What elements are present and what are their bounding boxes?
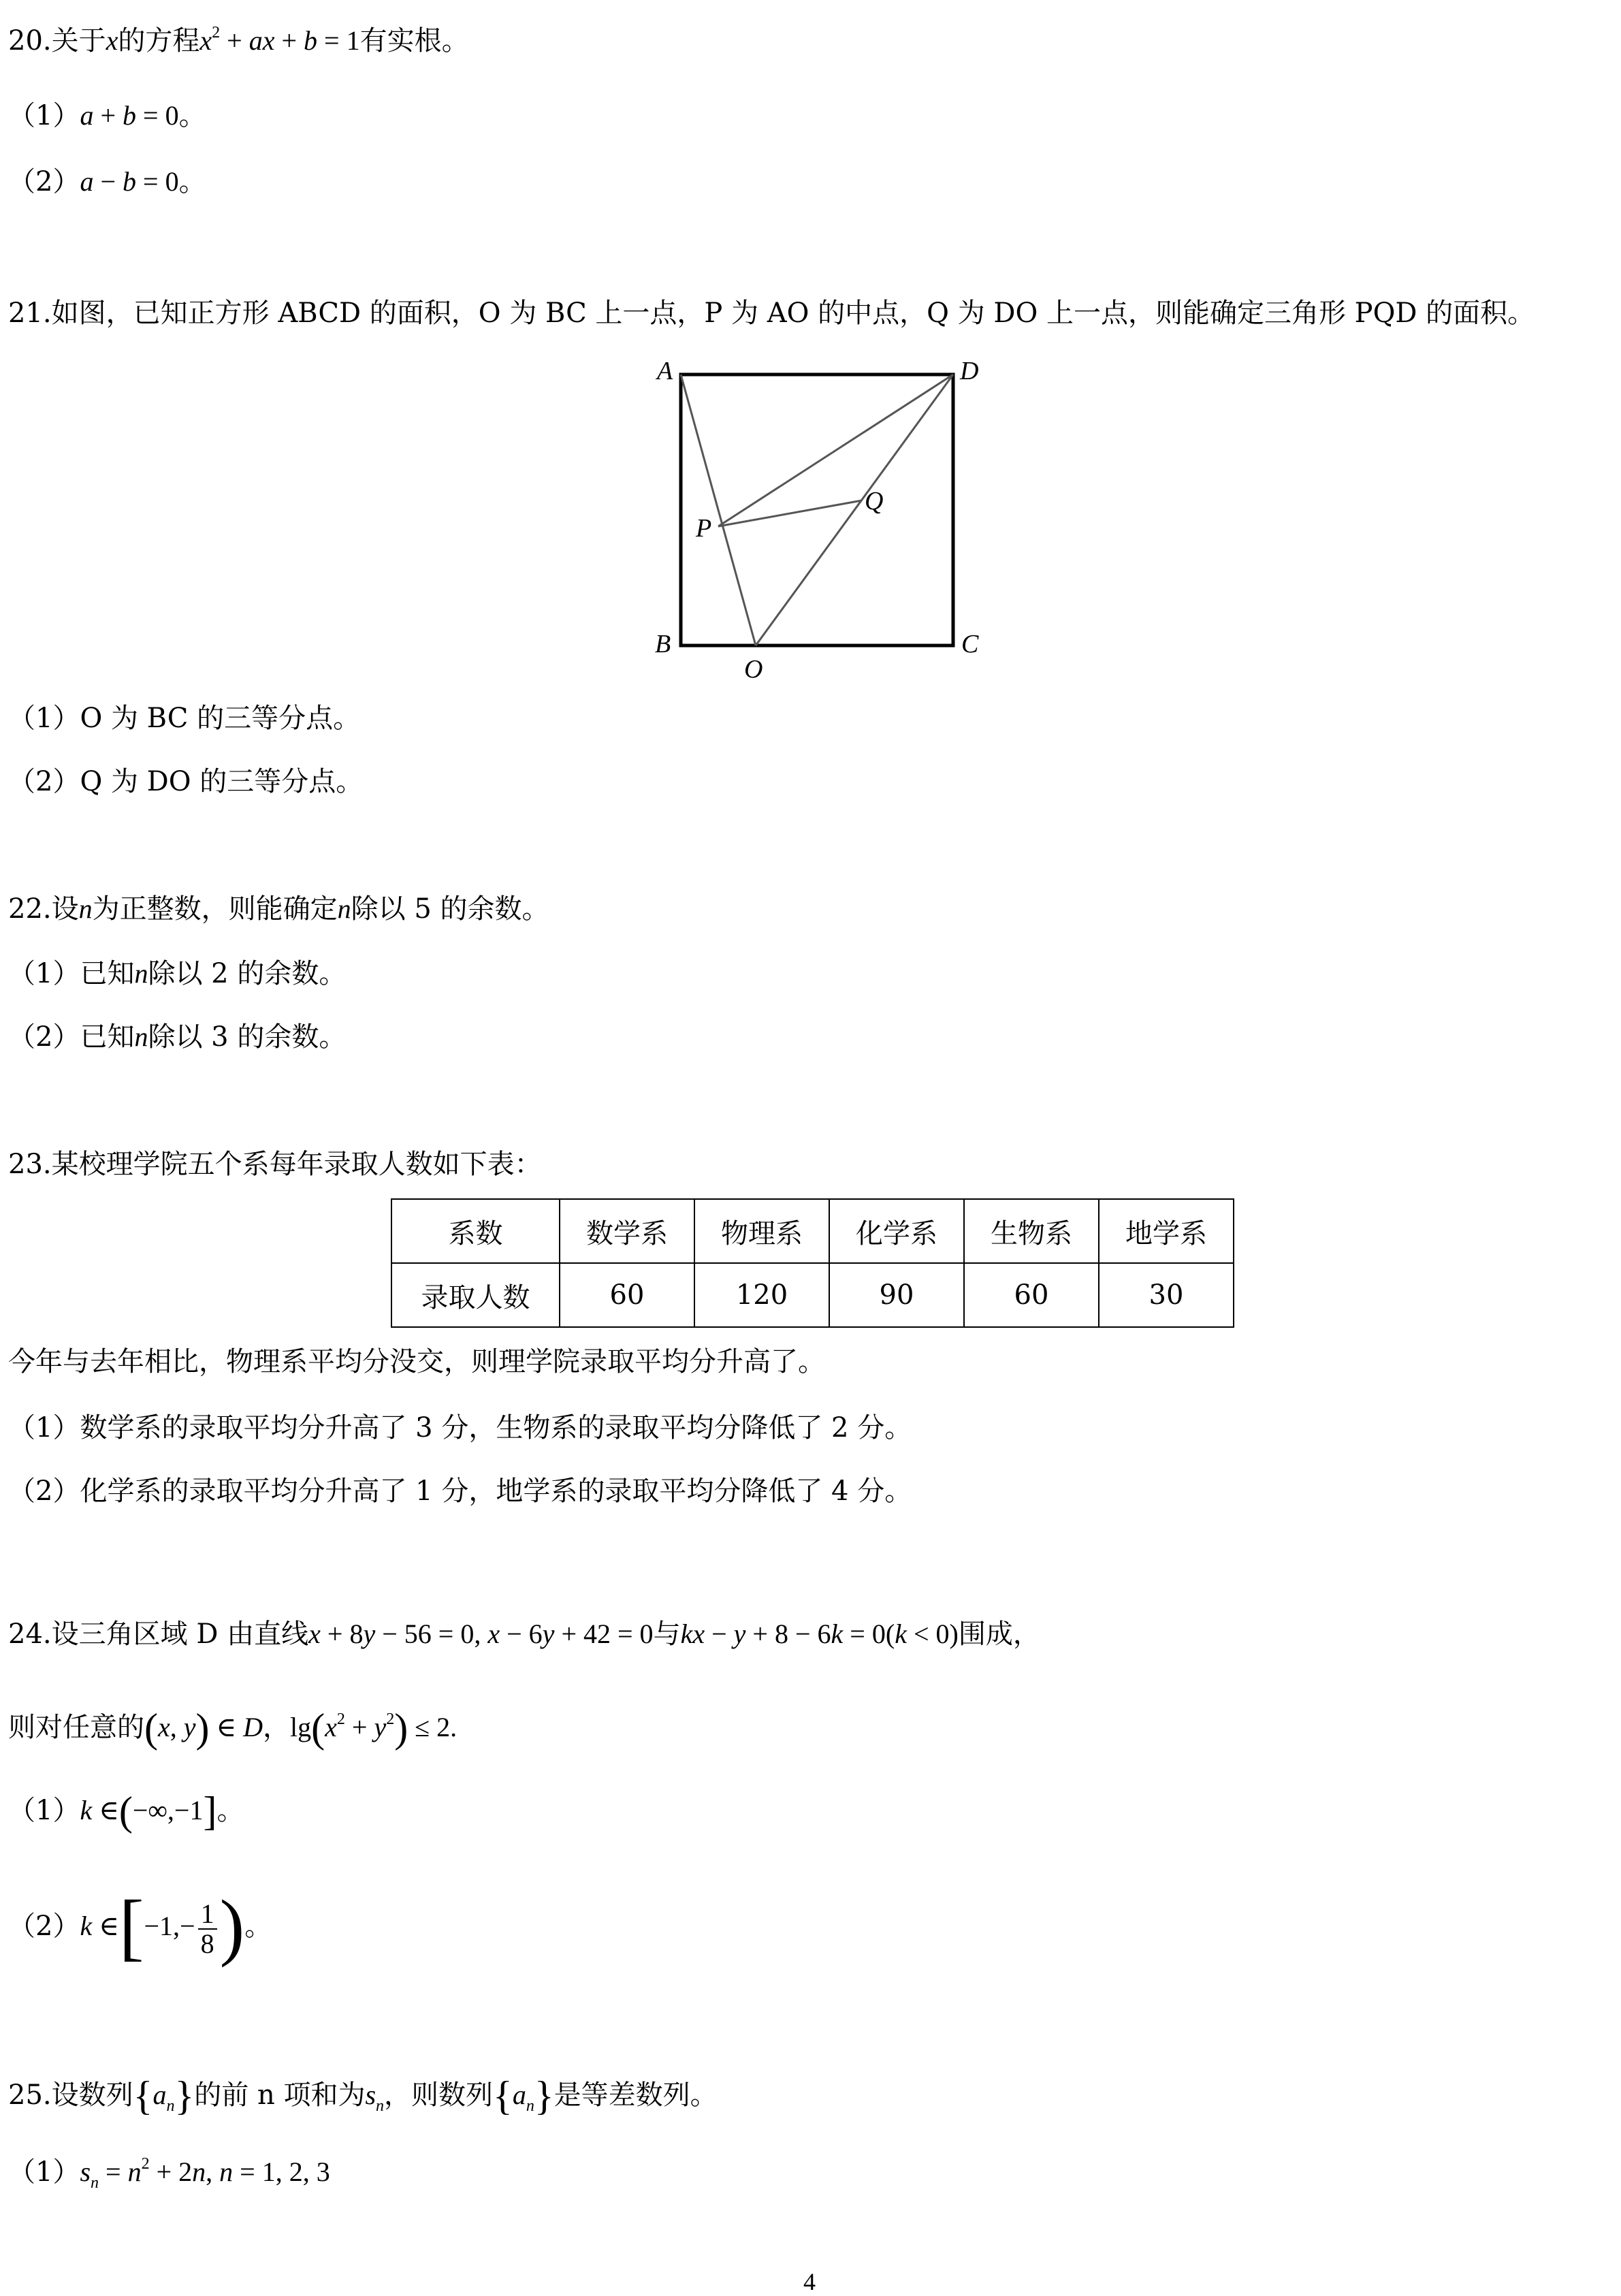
q25-c1-label: （1） — [8, 2156, 80, 2188]
q24-frac-denominator: 8 — [200, 1928, 214, 1959]
q22-stem-mid: 为正整数，则能确定 — [92, 893, 338, 925]
label-q: Q — [865, 487, 884, 515]
q21-condition-1: （1）O 为 BC 的三等分点。 — [8, 703, 361, 734]
q24-c2-label: （2） — [8, 1911, 80, 1943]
label-p: P — [696, 514, 712, 543]
q23-condition-2: （2）化学系的录取平均分升高了 1 分，地学系的录取平均分降低了 4 分。 — [8, 1476, 912, 1507]
table-row — [391, 1263, 1234, 1327]
q24-c2-formula: k ∈[−1,− $\frac{1}{8}$ ) — [80, 1885, 245, 1968]
table-header-cell: 系数 — [391, 1199, 560, 1263]
q24-domain-formula: (x, y) ∈ D — [144, 1706, 263, 1751]
square-geometry-figure — [633, 344, 1001, 684]
q25-seq-an: $\{a_n\}$ — [133, 2073, 195, 2118]
q22-condition-1 — [8, 960, 346, 987]
table-cell: 录取人数 — [391, 1263, 560, 1327]
q23-condition-1: （1）数学系的录取平均分升高了 3 分，生物系的录取平均分降低了 2 分。 — [8, 1412, 912, 1444]
table-header-row — [391, 1199, 1234, 1263]
q22-var-n-2: n — [337, 893, 351, 924]
q24-stem — [8, 1621, 1040, 1648]
label-c: C — [961, 630, 979, 658]
table-header-cell: 数学系 — [560, 1199, 694, 1263]
table-header-cell: 物理系 — [694, 1199, 829, 1263]
q20-stem-mid: 的方程 — [118, 25, 200, 57]
label-b: B — [655, 630, 671, 658]
label-d: D — [960, 357, 979, 385]
q22-c2-var-n: n — [134, 1021, 148, 1052]
q20-equation: $x^2$ + ax + b = 1 — [199, 24, 360, 56]
square-abcd — [681, 374, 953, 645]
table-cell: 30 — [1099, 1263, 1234, 1327]
q23-conclusion: 今年与去年相比，物理系平均分没交，则理学院录取平均分升高了。 — [8, 1346, 825, 1377]
q24-frac-numerator: 1 — [198, 1900, 217, 1930]
q22-var-n: n — [78, 893, 93, 924]
q25-sn: $s_n$ — [365, 2079, 385, 2115]
q24-condition-statement: 则对任意的(x, y) ∈ D，$\lg(x^2 + y^2) \le 2$. — [8, 1706, 458, 1751]
q25-stem-mid2: ，则数列 — [384, 2079, 494, 2111]
table-header-cell: 化学系 — [829, 1199, 964, 1263]
q25-stem-prefix: 25.设数列 — [8, 2079, 133, 2111]
q25-stem — [8, 2075, 718, 2116]
q24-lines-formula: x + 8y − 56 = 0, x − 6y + 42 = 0 — [308, 1619, 654, 1649]
q22-c2-suffix: 除以 3 的余数。 — [148, 1021, 347, 1053]
table-cell: 60 — [964, 1263, 1099, 1327]
segment-do — [756, 374, 953, 645]
q25-c1-formula: $s_n = n^2 + 2n$, n = 1, 2, 3 — [80, 2155, 330, 2192]
q20-c1-formula: a + b = 0 — [80, 100, 179, 131]
q20-c2-label: （2） — [8, 166, 80, 197]
q20-c1-label: （1） — [8, 100, 80, 131]
q20-condition-1: （1）a + b = 0。 — [8, 100, 206, 131]
table-header-cell: 生物系 — [964, 1199, 1099, 1263]
q21-stem: 21.如图，已知正方形 ABCD 的面积，O 为 BC 上一点，P 为 AO 的中点，Q 为 DO 上一点，则能确定三角形 PQD 的面积。 — [8, 298, 1535, 329]
q22-c1-prefix: （1）已知 — [8, 958, 135, 989]
admissions-table — [391, 1198, 1234, 1328]
q25-stem-suffix: 是等差数列。 — [553, 2079, 718, 2111]
table-cell: 90 — [829, 1263, 964, 1327]
q24-condition-1: （1）k ∈(−∞,−1]。 — [8, 1789, 244, 1834]
q24-c1-formula: k ∈(−∞,−1] — [80, 1789, 217, 1834]
page-number: 4 — [803, 2268, 816, 2295]
q22-c2-prefix: （2）已知 — [8, 1021, 135, 1053]
q20-var-x: x — [106, 25, 118, 56]
q25-condition-1 — [8, 2155, 330, 2192]
q22-stem-suffix: 除以 5 的余数。 — [351, 893, 549, 925]
q24-line2-prefix: 则对任意的 — [8, 1712, 144, 1743]
q24-third-line: kx − y + 8 − 6k = 0(k < 0) — [680, 1619, 959, 1649]
q20-c2-formula: a − b = 0 — [80, 166, 179, 197]
label-o: O — [744, 655, 763, 684]
table-cell: 120 — [694, 1263, 829, 1327]
q22-c1-var-n: n — [134, 958, 148, 989]
q22-stem-prefix: 22.设 — [8, 893, 79, 925]
q24-c1-label: （1） — [8, 1795, 80, 1826]
q24-log-formula: $\lg(x^2 + y^2) \le 2$. — [290, 1706, 458, 1751]
q22-c1-suffix: 除以 2 的余数。 — [148, 958, 347, 989]
q21-condition-2: （2）Q 为 DO 的三等分点。 — [8, 766, 364, 797]
q20-condition-2: （2）a − b = 0。 — [8, 166, 206, 197]
table-header-cell: 地学系 — [1099, 1199, 1234, 1263]
q20-stem-suffix: 有实根。 — [359, 25, 469, 57]
q20-stem — [8, 24, 469, 57]
segment-pd — [718, 374, 953, 526]
q24-stem-mid: 与 — [653, 1619, 681, 1650]
q22-stem — [8, 895, 549, 923]
label-a: A — [657, 357, 673, 385]
q23-stem: 23.某校理学院五个系每年录取人数如下表： — [8, 1149, 542, 1180]
table-cell: 60 — [560, 1263, 694, 1327]
q24-stem-suffix: 围成， — [958, 1619, 1040, 1650]
q24-stem-prefix: 24.设三角区域 D 由直线 — [8, 1619, 309, 1650]
q25-seq-an-2: $\{a_n\}$ — [493, 2073, 554, 2118]
q25-stem-mid: 的前 n 项和为 — [194, 2079, 366, 2111]
q24-condition-2: （2）k ∈[−1,− $\frac{1}{8}$ )。 — [8, 1885, 272, 1968]
q22-condition-2 — [8, 1023, 346, 1051]
q20-stem-prefix: 20.关于 — [8, 25, 106, 57]
